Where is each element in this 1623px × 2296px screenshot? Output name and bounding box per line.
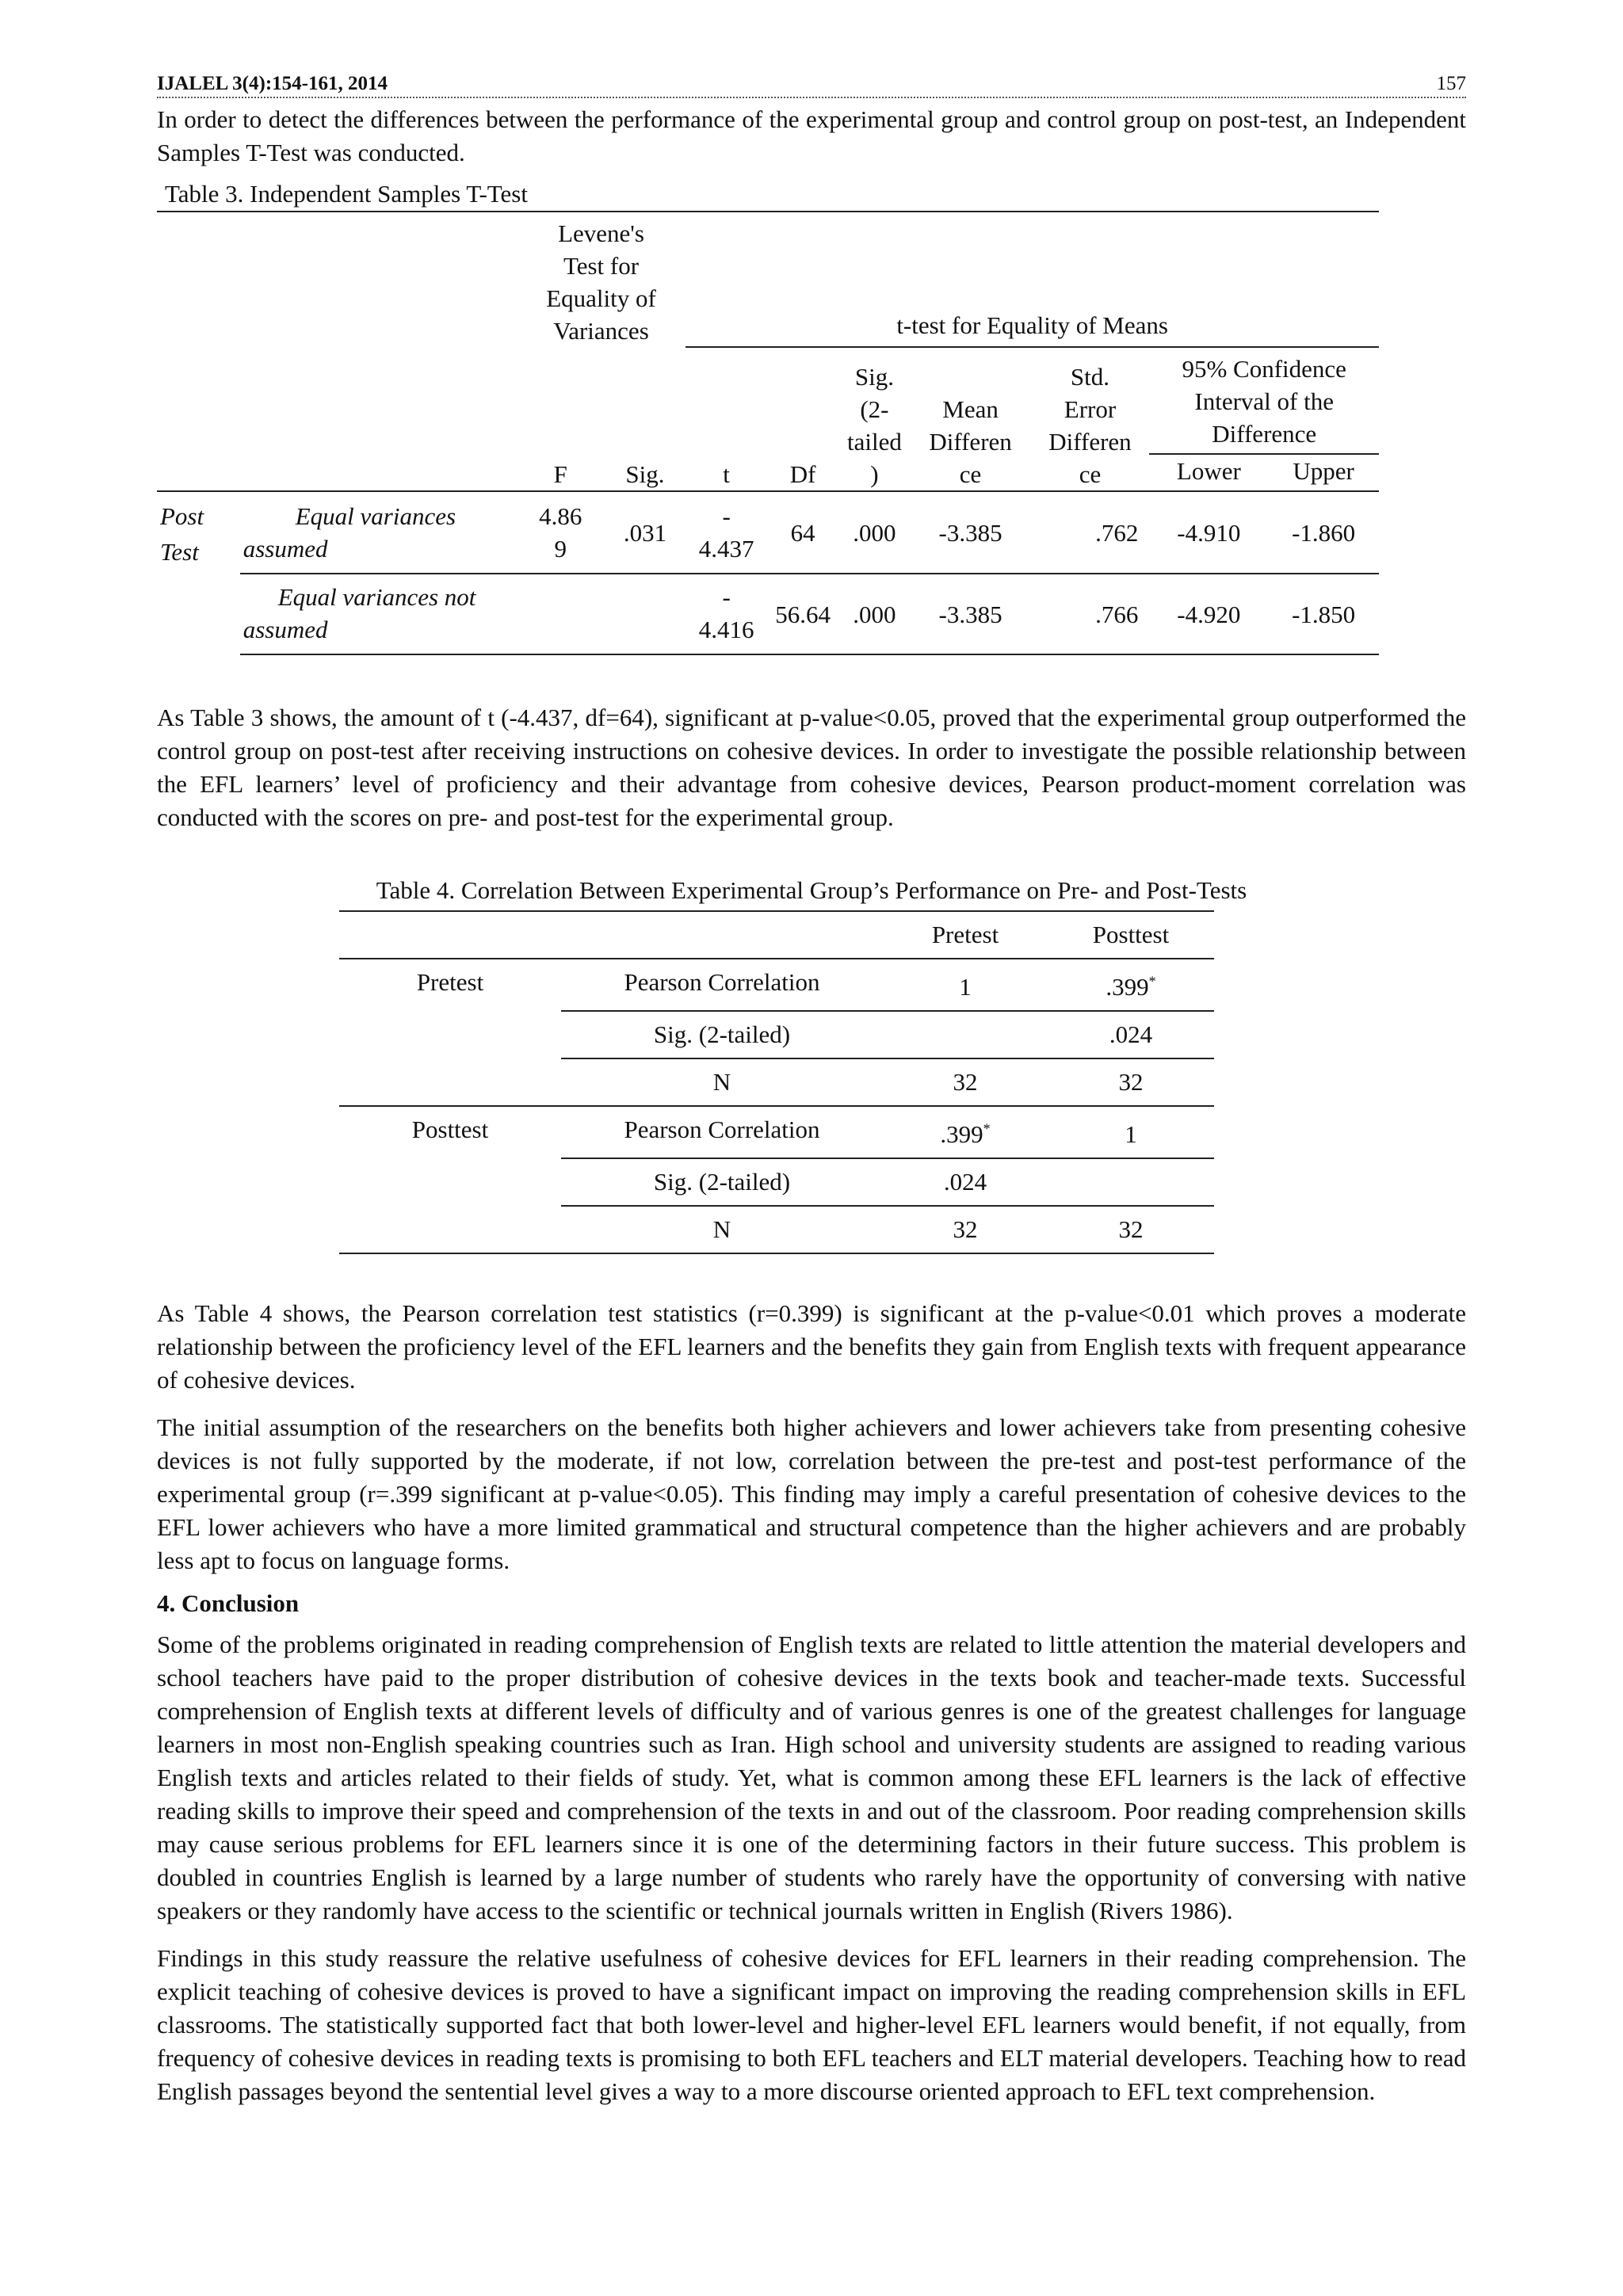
row-group-post-test: Post Test: [157, 491, 240, 654]
cell-sig: .031: [605, 491, 686, 574]
cell-se: .762: [1031, 491, 1150, 574]
ci-header: 95% Confidence Interval of the Difference: [1149, 347, 1379, 454]
col-posttest: Posttest: [1048, 911, 1214, 959]
cell-f: 4.86 9: [517, 491, 605, 574]
stat-sig: Sig. (2-tailed): [561, 1158, 883, 1206]
cell-t: - 4.437: [685, 491, 767, 574]
table3-caption: Table 3. Independent Samples T-Test: [165, 180, 528, 208]
cell-f-empty: [517, 574, 605, 654]
table3-header-row-2: [157, 347, 1379, 454]
table3-header-row-1: [157, 212, 1379, 347]
row-label-equal-assumed: Equal variances assumed: [240, 491, 517, 574]
cell-n-pretest: 32: [883, 1058, 1048, 1106]
col-std-error-difference: Std. Error Differen ce: [1048, 363, 1132, 488]
table4: [339, 910, 1214, 1254]
cell-t: - 4.416: [685, 574, 767, 654]
cell-empty: [883, 1011, 1048, 1058]
cell-sig2: .000: [838, 491, 910, 574]
cell-sig-pretest: .024: [883, 1158, 1048, 1206]
cell-posttest-posttest: 1: [1048, 1106, 1214, 1158]
col-df: Df: [789, 460, 816, 488]
col-upper: Upper: [1293, 457, 1354, 485]
paragraph-table4-discussion: As Table 4 shows, the Pearson correlation test statistics (r=0.399) is significant at the p-value<0.01 which proves a moderate relationship between the proficiency level of the EFL learners and the benefits they gain from English texts with frequent appearance of cohesive devices.: [157, 1299, 1466, 1394]
cell-upper: -1.850: [1268, 574, 1379, 654]
cell-sig-empty: [605, 574, 686, 654]
col-t: t: [723, 460, 730, 488]
cell-mean: -3.385: [911, 574, 1031, 654]
table4-row-posttest-sig: [339, 1158, 1214, 1206]
table4-row-pretest-sig: [339, 1011, 1214, 1058]
conclusion-paragraph-1: Some of the problems originated in reading comprehension of English texts are related to little attention the material developers and school teachers have paid to the proper distribution of cohesive devices in the texts book and teacher-made texts. Successful comprehension of English texts at different levels of difficulty and of various genres is one of the greatest challenges for language learners in most non-English speaking countries such as Iran. High school and university students are assigned to reading various English texts and articles related to their fields of study. Yet, what is common among these EFL learners is the lack of effective reading skills to improve their speed and comprehension of the texts in and out of the classroom. Poor reading comprehension skills may cause serious problems for EFL learners since it is one of the determining factors in their future success. This problem is doubled in countries English is learned by a large number of students who rarely have the opportunity of conversing with native speakers or they randomly have access to the scientific or technical journals written in English (Rivers 1986).: [157, 1630, 1466, 1924]
page-number: 157: [1436, 73, 1466, 94]
cell-sig-posttest: .024: [1048, 1011, 1214, 1058]
cell-upper: -1.860: [1268, 491, 1379, 574]
paragraph-table3-discussion: As Table 3 shows, the amount of t (-4.437, df=64), significant at p-value<0.05, proved that the experimental group outperformed the control group on post-test after receiving instructions on cohesive devices. In order to investigate the possible relationship between the EFL learners’ level of proficiency and their advantage from cohesive devices, Pearson product-moment correlation was conducted with the scores on pre- and post-test for the experimental group.: [157, 704, 1466, 831]
cell-mean: -3.385: [911, 491, 1031, 574]
col-sig-2tailed: Sig. (2- tailed ): [847, 363, 902, 488]
stat-n: N: [561, 1206, 883, 1253]
cell-n-posttest: 32: [1048, 1058, 1214, 1106]
row-label-pretest: Pretest: [339, 959, 561, 1011]
col-f: F: [553, 460, 567, 488]
cell-pretest-posttest: .399*: [1048, 959, 1214, 1011]
stat-pearson: Pearson Correlation: [561, 1106, 883, 1158]
cell-lower: -4.910: [1149, 491, 1268, 574]
journal-citation: IJALEL 3(4):154-161, 2014: [157, 73, 388, 94]
cell-lower: -4.920: [1149, 574, 1268, 654]
conclusion-paragraph-2: Findings in this study reassure the relative usefulness of cohesive devices for EFL learners in their reading comprehension. The explicit teaching of cohesive devices is proved to have a significant impact on improving the reading comprehension skills in EFL classrooms. The statistically supported fact that both lower-level and higher-level EFL learners would benefit, if not equally, from frequency of cohesive devices in reading texts is promising to both EFL teachers and ELT material developers. Teaching how to read English passages beyond the sentential level gives a way to a more discourse oriented approach to EFL text comprehension.: [157, 1944, 1466, 2105]
row-label-equal-not-assumed: Equal variances not assumed: [240, 574, 517, 654]
cell-empty: [1048, 1158, 1214, 1206]
col-sig: Sig.: [625, 460, 665, 488]
stat-sig: Sig. (2-tailed): [561, 1011, 883, 1058]
table3-row-equal-assumed: [157, 491, 1379, 574]
cell-se: .766: [1031, 574, 1150, 654]
cell-df: 64: [767, 491, 838, 574]
table3: [157, 211, 1379, 655]
cell-sig2: .000: [838, 574, 910, 654]
running-header: [157, 73, 1466, 98]
col-lower: Lower: [1176, 457, 1241, 485]
table3-row-equal-not-assumed: [157, 574, 1379, 654]
table4-row-posttest-n: [339, 1206, 1214, 1253]
cell-pretest-pretest: 1: [883, 959, 1048, 1011]
stat-n: N: [561, 1058, 883, 1106]
cell-n-pretest: 32: [883, 1206, 1048, 1253]
col-mean-difference: Mean Differen ce: [929, 395, 1012, 488]
ttest-header: t-test for Equality of Means: [685, 212, 1379, 347]
table4-row-pretest-n: [339, 1058, 1214, 1106]
table4-row-pretest-pearson: [339, 959, 1214, 1011]
cell-df: 56.64: [767, 574, 838, 654]
col-pretest: Pretest: [883, 911, 1048, 959]
cell-posttest-pretest: .399*: [883, 1106, 1048, 1158]
cell-n-posttest: 32: [1048, 1206, 1214, 1253]
intro-paragraph: In order to detect the differences between the performance of the experimental group and control group on post-test, an Independent Samples T-Test was conducted.: [157, 105, 1466, 166]
section-title-conclusion: 4. Conclusion: [157, 1589, 300, 1617]
table4-header-row: [339, 911, 1214, 959]
table4-caption: Table 4. Correlation Between Experimental Group’s Performance on Pre- and Post-Tests: [376, 876, 1247, 904]
page: [157, 73, 1466, 2108]
levene-header: Levene's Test for Equality of Variances: [517, 212, 686, 347]
stat-pearson: Pearson Correlation: [561, 959, 883, 1011]
paragraph-initial-assumption: The initial assumption of the researchers on the benefits both higher achievers and lower achievers take from presenting cohesive devices is not fully supported by the moderate, if not low, correlation between the pre-test and post-test performance of the experimental group (r=.399 significant at p-value<0.05). This finding may imply a careful presentation of cohesive devices to the EFL lower achievers who have a more limited grammatical and structural competence than the higher achievers and are probably less apt to focus on language forms.: [157, 1413, 1466, 1574]
row-label-posttest: Posttest: [339, 1106, 561, 1158]
table4-row-posttest-pearson: [339, 1106, 1214, 1158]
table3-header-row-3: [157, 454, 1379, 491]
